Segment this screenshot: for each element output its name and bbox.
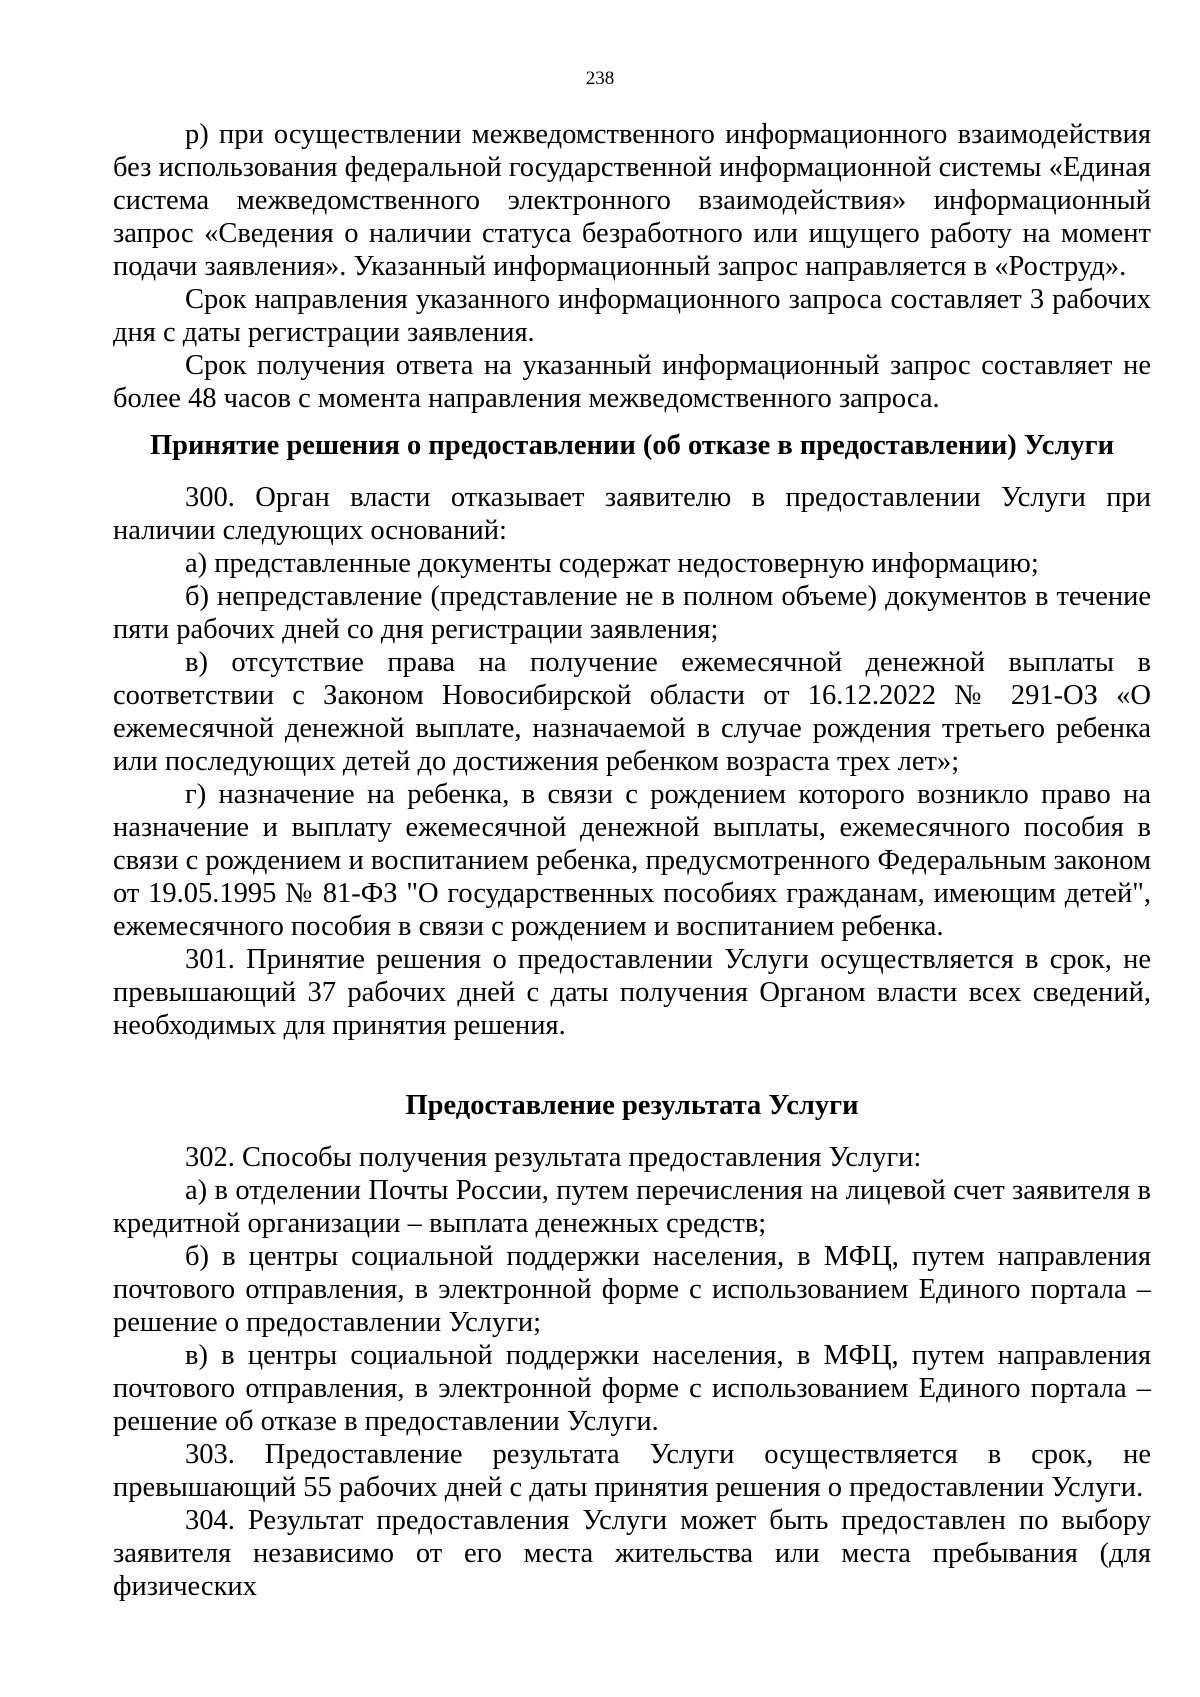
- paragraph-302-b: б) в центры социальной поддержки населения, в МФЦ, путем направления почтового отправления, в электронной форме с использованием Единого портала – решение о предоставлении Услуги;: [113, 1241, 1151, 1338]
- paragraph-300: 300. Орган власти отказывает заявителю в предоставлении Услуги при наличии следующих оснований:: [113, 482, 1151, 546]
- page-number: 238: [585, 68, 615, 89]
- paragraph-303: 303. Предоставление результата Услуги осуществляется в срок, не превышающий 55 рабочих дней с даты принятия решения о предоставлении Услуги.: [113, 1439, 1151, 1503]
- paragraph-r-request: р) при осуществлении межведомственного информационного взаимодействия без использования федеральной государственной информационной системы «Единая система межведомственного электронного взаимодействия» информационный запрос «Сведения о наличии статуса безработного или ищущего работу на момент подачи заявления». Указанный информационный запрос направляется в «Роструд».: [113, 119, 1151, 282]
- paragraph-300-v: в) отсутствие права на получение ежемесячной денежной выплаты в соответствии с Законом Новосибирской области от 16.12.2022 № 291-ОЗ «О ежемесячной денежной выплате, назначаемой в случае рождения третьего ребенка или последующих детей до достижения ребенком возраста трех лет»;: [113, 647, 1151, 777]
- paragraph-300-a: а) представленные документы содержат недостоверную информацию;: [185, 548, 1039, 579]
- section-heading-result: Предоставление результата Услуги: [405, 1090, 859, 1121]
- paragraph-request-deadline: Срок направления указанного информационного запроса составляет 3 рабочих дня с даты регистрации заявления.: [113, 284, 1151, 348]
- paragraph-302-v: в) в центры социальной поддержки населения, в МФЦ, путем направления почтового отправления, в электронной форме с использованием Единого портала – решение об отказе в предоставлении Услуги.: [113, 1340, 1151, 1437]
- section-heading-decision: Принятие решения о предоставлении (об отказе в предоставлении) Услуги: [149, 430, 1114, 461]
- document-body: [113, 118, 1151, 1603]
- paragraph-300-g: г) назначение на ребенка, в связи с рождением которого возникло право на назначение и выплату ежемесячной денежной выплаты, ежемесячного пособия в связи с рождением и воспитанием ребенка, предусмотренного Федеральным законом от 19.05.1995 № 81-ФЗ "О государственных пособиях гражданам, имеющим детей", ежемесячного пособия в связи с рождением и воспитанием ребенка.: [113, 779, 1151, 942]
- section-result: [113, 1141, 1151, 1603]
- paragraph-302: 302. Способы получения результата предоставления Услуги:: [185, 1142, 922, 1173]
- section-decision: [113, 481, 1151, 1042]
- paragraph-response-deadline: Срок получения ответа на указанный информационный запрос составляет не более 48 часов с момента направления межведомственного запроса.: [113, 350, 1151, 414]
- paragraph-304: 304. Результат предоставления Услуги может быть предоставлен по выбору заявителя независимо от его места жительства или места пребывания (для физических: [113, 1505, 1151, 1602]
- paragraph-302-a: а) в отделении Почты России, путем перечисления на лицевой счет заявителя в кредитной организации – выплата денежных средств;: [113, 1175, 1151, 1239]
- paragraph-301: 301. Принятие решения о предоставлении Услуги осуществляется в срок, не превышающий 37 рабочих дней с даты получения Органом власти всех сведений, необходимых для принятия решения.: [113, 944, 1151, 1041]
- section-interdepartmental-request: [113, 118, 1151, 415]
- paragraph-300-b: б) непредставление (представление не в полном объеме) документов в течение пяти рабочих дней со дня регистрации заявления;: [113, 581, 1151, 645]
